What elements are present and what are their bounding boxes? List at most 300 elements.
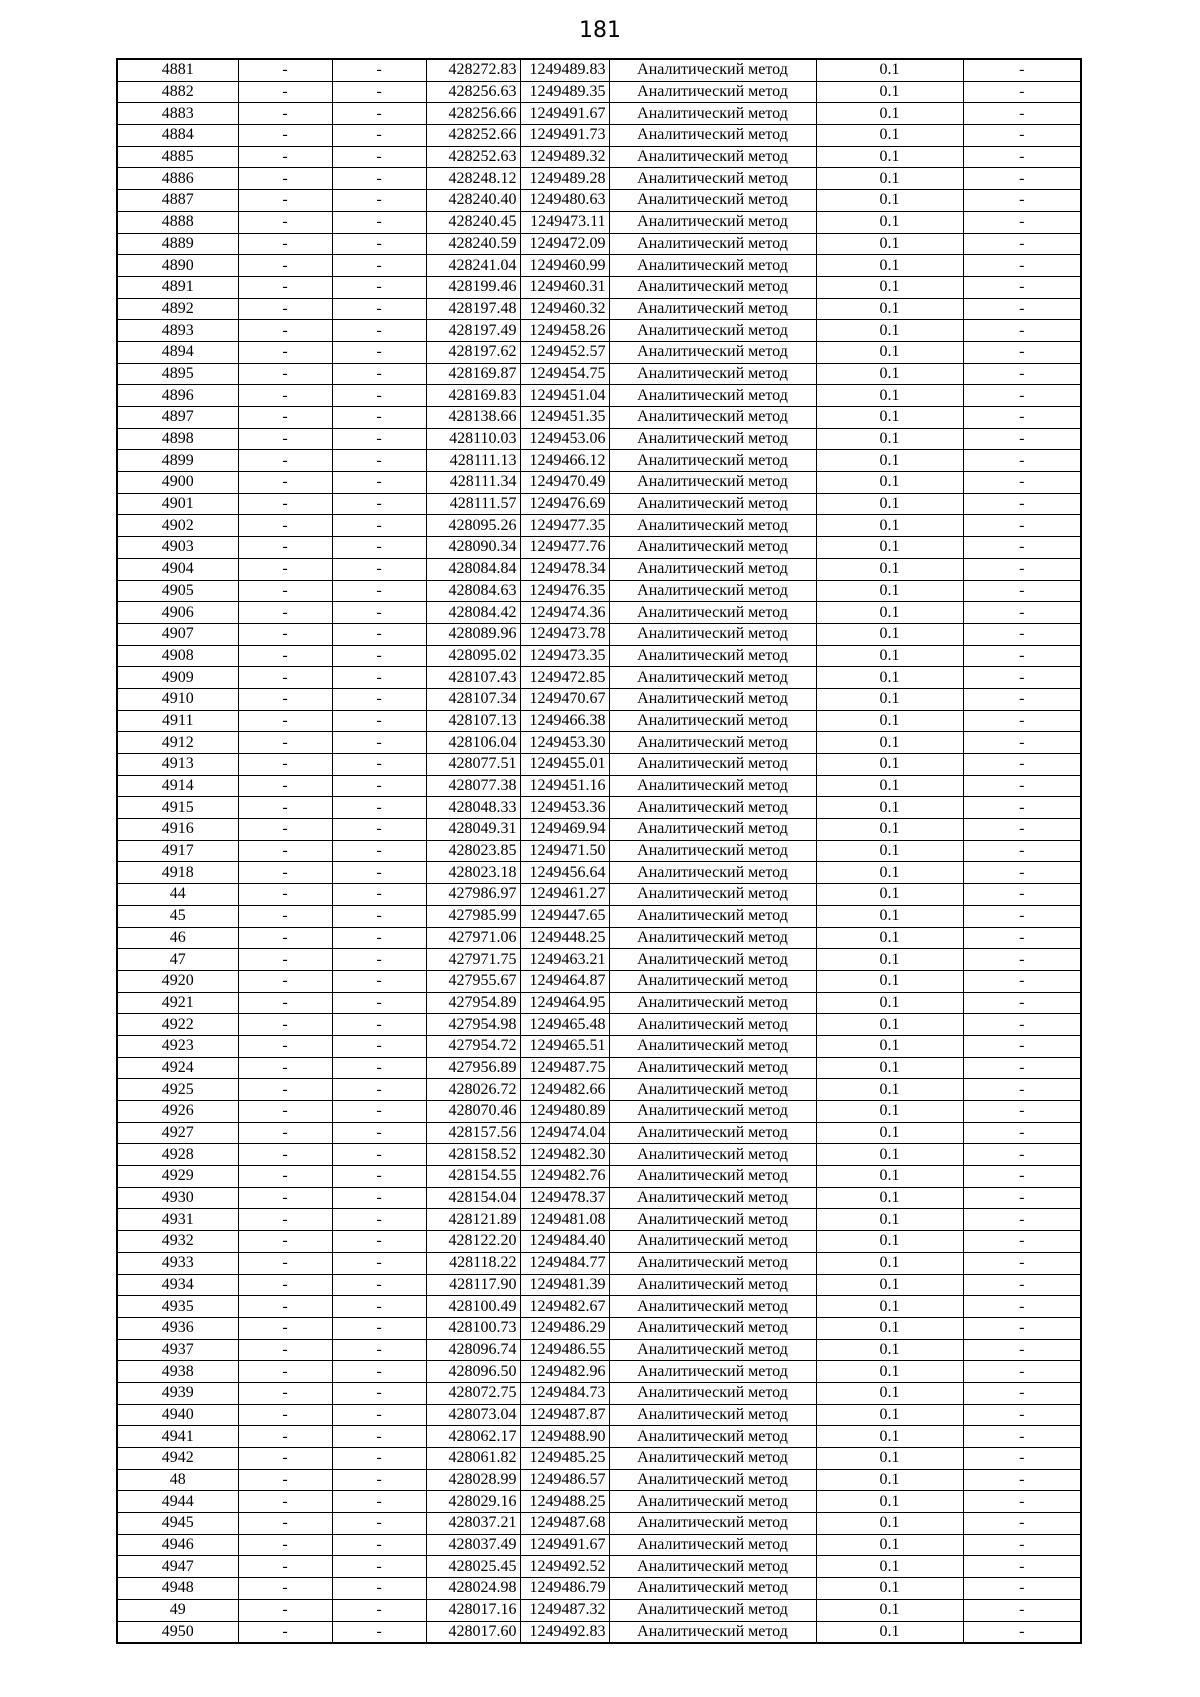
y-coordinate: 1249465.51 [520, 1035, 609, 1057]
x-coordinate: 428029.16 [426, 1491, 520, 1513]
table-row [117, 407, 1081, 429]
col8-value: - [963, 862, 1081, 884]
point-number: 4906 [117, 602, 238, 624]
col3-value: - [332, 1621, 426, 1643]
col8-value: - [963, 472, 1081, 494]
col3-value: - [332, 1122, 426, 1144]
col8-value: - [963, 341, 1081, 363]
accuracy-cell: 0.1 [816, 688, 963, 710]
table-row [117, 515, 1081, 537]
col3-value: - [332, 1599, 426, 1621]
method-cell: Аналитический метод [609, 103, 816, 125]
table-row [117, 905, 1081, 927]
table-row [117, 168, 1081, 190]
col8-value: - [963, 1166, 1081, 1188]
col8-value: - [963, 385, 1081, 407]
col8-value: - [963, 211, 1081, 233]
col2-value: - [238, 190, 332, 212]
method-cell: Аналитический метод [609, 1469, 816, 1491]
col2-value: - [238, 1144, 332, 1166]
col8-value: - [963, 1599, 1081, 1621]
method-cell: Аналитический метод [609, 754, 816, 776]
method-cell: Аналитический метод [609, 949, 816, 971]
accuracy-cell: 0.1 [816, 710, 963, 732]
y-coordinate: 1249474.36 [520, 602, 609, 624]
point-number: 4948 [117, 1578, 238, 1600]
x-coordinate: 428048.33 [426, 797, 520, 819]
col8-value: - [963, 1209, 1081, 1231]
method-cell: Аналитический метод [609, 732, 816, 754]
col2-value: - [238, 407, 332, 429]
col8-value: - [963, 1231, 1081, 1253]
y-coordinate: 1249489.32 [520, 146, 609, 168]
accuracy-cell: 0.1 [816, 190, 963, 212]
col8-value: - [963, 1556, 1081, 1578]
y-coordinate: 1249484.40 [520, 1231, 609, 1253]
method-cell: Аналитический метод [609, 775, 816, 797]
y-coordinate: 1249470.49 [520, 472, 609, 494]
col2-value: - [238, 1556, 332, 1578]
method-cell: Аналитический метод [609, 602, 816, 624]
accuracy-cell: 0.1 [816, 645, 963, 667]
col8-value: - [963, 168, 1081, 190]
col3-value: - [332, 255, 426, 277]
method-cell: Аналитический метод [609, 1513, 816, 1535]
accuracy-cell: 0.1 [816, 407, 963, 429]
x-coordinate: 428252.66 [426, 125, 520, 147]
y-coordinate: 1249480.63 [520, 190, 609, 212]
col8-value: - [963, 884, 1081, 906]
col3-value: - [332, 927, 426, 949]
method-cell: Аналитический метод [609, 1339, 816, 1361]
col3-value: - [332, 81, 426, 103]
method-cell: Аналитический метод [609, 537, 816, 559]
col3-value: - [332, 1101, 426, 1123]
accuracy-cell: 0.1 [816, 1621, 963, 1643]
col8-value: - [963, 1513, 1081, 1535]
col8-value: - [963, 970, 1081, 992]
x-coordinate: 428024.98 [426, 1578, 520, 1600]
table-row [117, 1578, 1081, 1600]
method-cell: Аналитический метод [609, 125, 816, 147]
col8-value: - [963, 1448, 1081, 1470]
y-coordinate: 1249488.25 [520, 1491, 609, 1513]
col2-value: - [238, 992, 332, 1014]
col3-value: - [332, 1187, 426, 1209]
point-number: 4942 [117, 1448, 238, 1470]
col2-value: - [238, 1057, 332, 1079]
col2-value: - [238, 428, 332, 450]
x-coordinate: 428095.26 [426, 515, 520, 537]
method-cell: Аналитический метод [609, 1144, 816, 1166]
x-coordinate: 427986.97 [426, 884, 520, 906]
table-row [117, 580, 1081, 602]
col3-value: - [332, 884, 426, 906]
point-number: 4900 [117, 472, 238, 494]
col3-value: - [332, 125, 426, 147]
method-cell: Аналитический метод [609, 1382, 816, 1404]
col3-value: - [332, 992, 426, 1014]
method-cell: Аналитический метод [609, 1166, 816, 1188]
accuracy-cell: 0.1 [816, 146, 963, 168]
accuracy-cell: 0.1 [816, 623, 963, 645]
accuracy-cell: 0.1 [816, 667, 963, 689]
col2-value: - [238, 667, 332, 689]
point-number: 4911 [117, 710, 238, 732]
col3-value: - [332, 1035, 426, 1057]
method-cell: Аналитический метод [609, 905, 816, 927]
method-cell: Аналитический метод [609, 1534, 816, 1556]
y-coordinate: 1249454.75 [520, 363, 609, 385]
col2-value: - [238, 840, 332, 862]
x-coordinate: 428077.51 [426, 754, 520, 776]
y-coordinate: 1249478.34 [520, 558, 609, 580]
col2-value: - [238, 1231, 332, 1253]
col8-value: - [963, 1621, 1081, 1643]
method-cell: Аналитический метод [609, 1057, 816, 1079]
y-coordinate: 1249482.76 [520, 1166, 609, 1188]
col2-value: - [238, 168, 332, 190]
method-cell: Аналитический метод [609, 1621, 816, 1643]
x-coordinate: 428072.75 [426, 1382, 520, 1404]
col2-value: - [238, 1491, 332, 1513]
col8-value: - [963, 103, 1081, 125]
point-number: 4941 [117, 1426, 238, 1448]
x-coordinate: 428118.22 [426, 1252, 520, 1274]
y-coordinate: 1249466.38 [520, 710, 609, 732]
y-coordinate: 1249489.83 [520, 59, 609, 81]
table-row [117, 1079, 1081, 1101]
x-coordinate: 428084.63 [426, 580, 520, 602]
x-coordinate: 427956.89 [426, 1057, 520, 1079]
method-cell: Аналитический метод [609, 428, 816, 450]
col8-value: - [963, 732, 1081, 754]
accuracy-cell: 0.1 [816, 1209, 963, 1231]
table-row [117, 1317, 1081, 1339]
point-number: 4897 [117, 407, 238, 429]
method-cell: Аналитический метод [609, 341, 816, 363]
y-coordinate: 1249473.35 [520, 645, 609, 667]
col8-value: - [963, 602, 1081, 624]
x-coordinate: 428100.49 [426, 1296, 520, 1318]
y-coordinate: 1249460.31 [520, 276, 609, 298]
point-number: 4909 [117, 667, 238, 689]
accuracy-cell: 0.1 [816, 1166, 963, 1188]
y-coordinate: 1249455.01 [520, 754, 609, 776]
table-row [117, 949, 1081, 971]
col8-value: - [963, 59, 1081, 81]
col8-value: - [963, 710, 1081, 732]
table-row [117, 320, 1081, 342]
point-number: 4913 [117, 754, 238, 776]
col8-value: - [963, 1534, 1081, 1556]
col8-value: - [963, 428, 1081, 450]
method-cell: Аналитический метод [609, 407, 816, 429]
y-coordinate: 1249469.94 [520, 819, 609, 841]
accuracy-cell: 0.1 [816, 1014, 963, 1036]
method-cell: Аналитический метод [609, 211, 816, 233]
col2-value: - [238, 537, 332, 559]
col8-value: - [963, 276, 1081, 298]
y-coordinate: 1249473.11 [520, 211, 609, 233]
y-coordinate: 1249484.73 [520, 1382, 609, 1404]
accuracy-cell: 0.1 [816, 1231, 963, 1253]
col8-value: - [963, 320, 1081, 342]
y-coordinate: 1249458.26 [520, 320, 609, 342]
accuracy-cell: 0.1 [816, 125, 963, 147]
point-number: 4892 [117, 298, 238, 320]
col2-value: - [238, 1513, 332, 1535]
method-cell: Аналитический метод [609, 1404, 816, 1426]
col3-value: - [332, 1339, 426, 1361]
y-coordinate: 1249453.06 [520, 428, 609, 450]
x-coordinate: 428169.87 [426, 363, 520, 385]
col2-value: - [238, 341, 332, 363]
col2-value: - [238, 1122, 332, 1144]
col8-value: - [963, 558, 1081, 580]
col8-value: - [963, 407, 1081, 429]
point-number: 4912 [117, 732, 238, 754]
y-coordinate: 1249474.04 [520, 1122, 609, 1144]
table-row [117, 146, 1081, 168]
col8-value: - [963, 1469, 1081, 1491]
x-coordinate: 428197.62 [426, 341, 520, 363]
col8-value: - [963, 190, 1081, 212]
col2-value: - [238, 949, 332, 971]
method-cell: Аналитический метод [609, 1317, 816, 1339]
x-coordinate: 428107.43 [426, 667, 520, 689]
accuracy-cell: 0.1 [816, 103, 963, 125]
y-coordinate: 1249484.77 [520, 1252, 609, 1274]
point-number: 47 [117, 949, 238, 971]
x-coordinate: 428023.85 [426, 840, 520, 862]
col2-value: - [238, 298, 332, 320]
col3-value: - [332, 1491, 426, 1513]
accuracy-cell: 0.1 [816, 515, 963, 537]
table-row [117, 645, 1081, 667]
col8-value: - [963, 992, 1081, 1014]
col2-value: - [238, 363, 332, 385]
method-cell: Аналитический метод [609, 146, 816, 168]
table-row [117, 732, 1081, 754]
col3-value: - [332, 298, 426, 320]
point-number: 4922 [117, 1014, 238, 1036]
accuracy-cell: 0.1 [816, 472, 963, 494]
col3-value: - [332, 1448, 426, 1470]
point-number: 4894 [117, 341, 238, 363]
col3-value: - [332, 59, 426, 81]
accuracy-cell: 0.1 [816, 1578, 963, 1600]
y-coordinate: 1249448.25 [520, 927, 609, 949]
col3-value: - [332, 710, 426, 732]
table-row [117, 125, 1081, 147]
col3-value: - [332, 602, 426, 624]
table-row [117, 688, 1081, 710]
point-number: 4893 [117, 320, 238, 342]
col3-value: - [332, 840, 426, 862]
x-coordinate: 428158.52 [426, 1144, 520, 1166]
table-row [117, 970, 1081, 992]
col8-value: - [963, 688, 1081, 710]
col8-value: - [963, 537, 1081, 559]
col2-value: - [238, 276, 332, 298]
point-number: 4920 [117, 970, 238, 992]
col3-value: - [332, 1317, 426, 1339]
col8-value: - [963, 1274, 1081, 1296]
table-row [117, 81, 1081, 103]
x-coordinate: 428073.04 [426, 1404, 520, 1426]
point-number: 4925 [117, 1079, 238, 1101]
point-number: 4928 [117, 1144, 238, 1166]
table-row [117, 1014, 1081, 1036]
point-number: 4887 [117, 190, 238, 212]
method-cell: Аналитический метод [609, 1491, 816, 1513]
y-coordinate: 1249486.29 [520, 1317, 609, 1339]
point-number: 4921 [117, 992, 238, 1014]
col8-value: - [963, 255, 1081, 277]
col2-value: - [238, 1599, 332, 1621]
x-coordinate: 428100.73 [426, 1317, 520, 1339]
col8-value: - [963, 1101, 1081, 1123]
table-row [117, 1035, 1081, 1057]
col2-value: - [238, 1296, 332, 1318]
point-number: 4905 [117, 580, 238, 602]
col3-value: - [332, 1252, 426, 1274]
y-coordinate: 1249476.69 [520, 493, 609, 515]
x-coordinate: 428169.83 [426, 385, 520, 407]
col2-value: - [238, 1079, 332, 1101]
y-coordinate: 1249470.67 [520, 688, 609, 710]
col3-value: - [332, 493, 426, 515]
method-cell: Аналитический метод [609, 493, 816, 515]
method-cell: Аналитический метод [609, 797, 816, 819]
table-body [117, 59, 1081, 1643]
point-number: 4889 [117, 233, 238, 255]
accuracy-cell: 0.1 [816, 1513, 963, 1535]
accuracy-cell: 0.1 [816, 992, 963, 1014]
y-coordinate: 1249486.79 [520, 1578, 609, 1600]
point-number: 4890 [117, 255, 238, 277]
table-row [117, 602, 1081, 624]
col2-value: - [238, 233, 332, 255]
col2-value: - [238, 1317, 332, 1339]
col2-value: - [238, 1101, 332, 1123]
x-coordinate: 428111.57 [426, 493, 520, 515]
table-row [117, 276, 1081, 298]
col3-value: - [332, 688, 426, 710]
col3-value: - [332, 1404, 426, 1426]
method-cell: Аналитический метод [609, 1296, 816, 1318]
y-coordinate: 1249480.89 [520, 1101, 609, 1123]
x-coordinate: 428049.31 [426, 819, 520, 841]
table-row [117, 927, 1081, 949]
col3-value: - [332, 558, 426, 580]
x-coordinate: 428240.40 [426, 190, 520, 212]
accuracy-cell: 0.1 [816, 1534, 963, 1556]
point-number: 4891 [117, 276, 238, 298]
table-row [117, 1339, 1081, 1361]
method-cell: Аналитический метод [609, 515, 816, 537]
method-cell: Аналитический метод [609, 884, 816, 906]
y-coordinate: 1249453.36 [520, 797, 609, 819]
y-coordinate: 1249491.67 [520, 103, 609, 125]
col8-value: - [963, 754, 1081, 776]
point-number: 45 [117, 905, 238, 927]
col8-value: - [963, 949, 1081, 971]
accuracy-cell: 0.1 [816, 819, 963, 841]
y-coordinate: 1249481.39 [520, 1274, 609, 1296]
accuracy-cell: 0.1 [816, 1252, 963, 1274]
point-number: 4907 [117, 623, 238, 645]
method-cell: Аналитический метод [609, 1209, 816, 1231]
point-number: 4888 [117, 211, 238, 233]
point-number: 48 [117, 1469, 238, 1491]
col2-value: - [238, 515, 332, 537]
method-cell: Аналитический метод [609, 1122, 816, 1144]
col2-value: - [238, 1578, 332, 1600]
method-cell: Аналитический метод [609, 580, 816, 602]
col3-value: - [332, 103, 426, 125]
col2-value: - [238, 623, 332, 645]
accuracy-cell: 0.1 [816, 385, 963, 407]
point-number: 4917 [117, 840, 238, 862]
method-cell: Аналитический метод [609, 385, 816, 407]
accuracy-cell: 0.1 [816, 884, 963, 906]
y-coordinate: 1249447.65 [520, 905, 609, 927]
accuracy-cell: 0.1 [816, 1079, 963, 1101]
accuracy-cell: 0.1 [816, 276, 963, 298]
point-number: 4930 [117, 1187, 238, 1209]
y-coordinate: 1249478.37 [520, 1187, 609, 1209]
x-coordinate: 428121.89 [426, 1209, 520, 1231]
col3-value: - [332, 1361, 426, 1383]
col8-value: - [963, 905, 1081, 927]
x-coordinate: 428107.13 [426, 710, 520, 732]
col8-value: - [963, 819, 1081, 841]
method-cell: Аналитический метод [609, 862, 816, 884]
accuracy-cell: 0.1 [816, 797, 963, 819]
col3-value: - [332, 1231, 426, 1253]
y-coordinate: 1249492.83 [520, 1621, 609, 1643]
table-row [117, 450, 1081, 472]
col8-value: - [963, 81, 1081, 103]
page-number: 181 [579, 18, 621, 43]
point-number: 4918 [117, 862, 238, 884]
col8-value: - [963, 1578, 1081, 1600]
x-coordinate: 428061.82 [426, 1448, 520, 1470]
y-coordinate: 1249472.09 [520, 233, 609, 255]
point-number: 44 [117, 884, 238, 906]
y-coordinate: 1249460.99 [520, 255, 609, 277]
method-cell: Аналитический метод [609, 927, 816, 949]
method-cell: Аналитический метод [609, 450, 816, 472]
table-row [117, 797, 1081, 819]
col2-value: - [238, 797, 332, 819]
x-coordinate: 427985.99 [426, 905, 520, 927]
point-number: 4901 [117, 493, 238, 515]
col3-value: - [332, 146, 426, 168]
accuracy-cell: 0.1 [816, 255, 963, 277]
y-coordinate: 1249465.48 [520, 1014, 609, 1036]
col8-value: - [963, 623, 1081, 645]
method-cell: Аналитический метод [609, 840, 816, 862]
col2-value: - [238, 1252, 332, 1274]
point-number: 4947 [117, 1556, 238, 1578]
point-number: 4939 [117, 1382, 238, 1404]
point-number: 4938 [117, 1361, 238, 1383]
x-coordinate: 428122.20 [426, 1231, 520, 1253]
method-cell: Аналитический метод [609, 81, 816, 103]
